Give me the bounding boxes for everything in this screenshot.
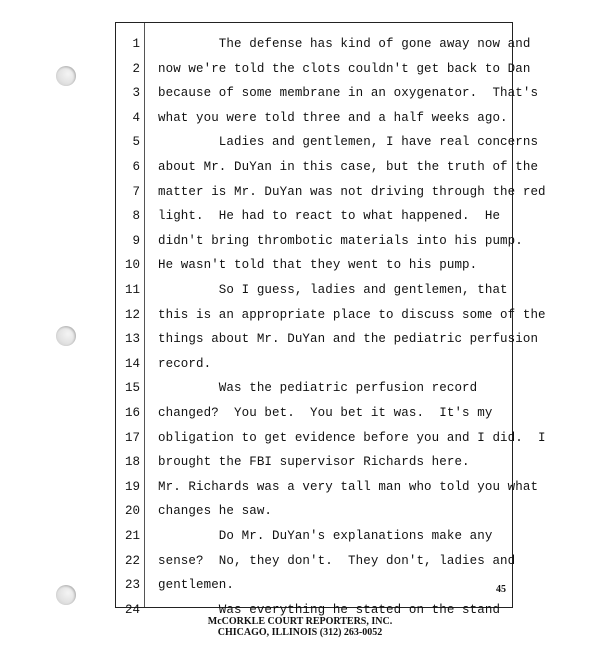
court-reporter-name: McCORKLE COURT REPORTERS, INC. xyxy=(207,616,393,627)
transcript-line: He wasn't told that they went to his pump. xyxy=(158,258,478,273)
transcript-line: about Mr. DuYan in this case, but the truth of the xyxy=(158,160,539,174)
transcript-line: changed? You bet. You bet it was. It's my xyxy=(158,406,493,420)
transcript-line: light. He had to react to what happened. He xyxy=(158,209,501,224)
transcript-line: So I guess, ladies and gentlemen, that xyxy=(158,283,508,297)
line-number: 9 xyxy=(132,233,140,248)
line-number: 10 xyxy=(124,258,140,273)
transcript-line: this is an appropriate place to discuss some of the xyxy=(158,307,546,322)
transcript-line: because of some membrane in an oxygenator. That's xyxy=(158,86,539,101)
line-number: 11 xyxy=(124,283,140,297)
line-number: 2 xyxy=(132,61,140,76)
transcript-line: changes he saw. xyxy=(158,504,273,519)
transcript-line: sense? No, they don't. They don't, ladies and xyxy=(158,553,516,568)
transcript-line: brought the FBI supervisor Richards here. xyxy=(158,455,470,470)
page-number: 45 xyxy=(496,584,506,595)
line-number: 17 xyxy=(124,430,140,445)
transcript-line: what you were told three and a half weeks ago. xyxy=(158,110,508,125)
line-number: 14 xyxy=(124,356,140,371)
transcript-line: obligation to get evidence before you and I did. I xyxy=(158,430,546,445)
punch-hole-top xyxy=(56,66,76,86)
line-number: 13 xyxy=(124,332,140,347)
line-number: 19 xyxy=(124,479,140,494)
transcript-line: Do Mr. DuYan's explanations make any xyxy=(158,529,493,543)
transcript-line: The defense has kind of gone away now and xyxy=(158,37,531,51)
transcript-line: record. xyxy=(158,356,212,371)
line-number: 6 xyxy=(132,160,140,174)
punch-hole-middle xyxy=(56,326,76,346)
transcript-line: now we're told the clots couldn't get back to Dan xyxy=(158,61,531,76)
transcript-line: Was everything he stated on the stand xyxy=(158,602,501,617)
line-number: 24 xyxy=(124,602,140,617)
line-number: 7 xyxy=(132,184,140,199)
transcript-line: Mr. Richards was a very tall man who told you what xyxy=(158,479,539,494)
line-number: 1 xyxy=(132,37,140,51)
line-number: 16 xyxy=(124,406,140,420)
transcript-line: didn't bring thrombotic materials into his pump. xyxy=(158,233,523,248)
punch-hole-bottom xyxy=(56,585,76,605)
line-number: 4 xyxy=(132,110,140,125)
transcript-line: things about Mr. DuYan and the pediatric perfusion xyxy=(158,332,539,347)
line-number: 15 xyxy=(124,381,140,396)
transcript-line: matter is Mr. DuYan was not driving through the red xyxy=(158,184,546,199)
transcript-line: Was the pediatric perfusion record xyxy=(158,381,478,396)
line-number: 18 xyxy=(124,455,140,470)
transcript-page xyxy=(115,22,546,617)
line-number: 12 xyxy=(124,307,140,322)
line-number: 5 xyxy=(132,135,140,150)
transcript-line: Ladies and gentlemen, I have real concerns xyxy=(158,135,539,150)
line-number: 20 xyxy=(124,504,140,519)
line-number-rule xyxy=(144,23,145,607)
court-reporter-contact: CHICAGO, ILLINOIS (312) 263-0052 xyxy=(217,627,383,638)
line-number: 8 xyxy=(132,209,140,224)
line-number: 21 xyxy=(124,529,140,543)
line-number: 23 xyxy=(124,578,140,593)
line-number: 22 xyxy=(124,553,140,568)
line-number: 3 xyxy=(132,86,140,101)
transcript-line: gentlemen. xyxy=(158,578,235,593)
